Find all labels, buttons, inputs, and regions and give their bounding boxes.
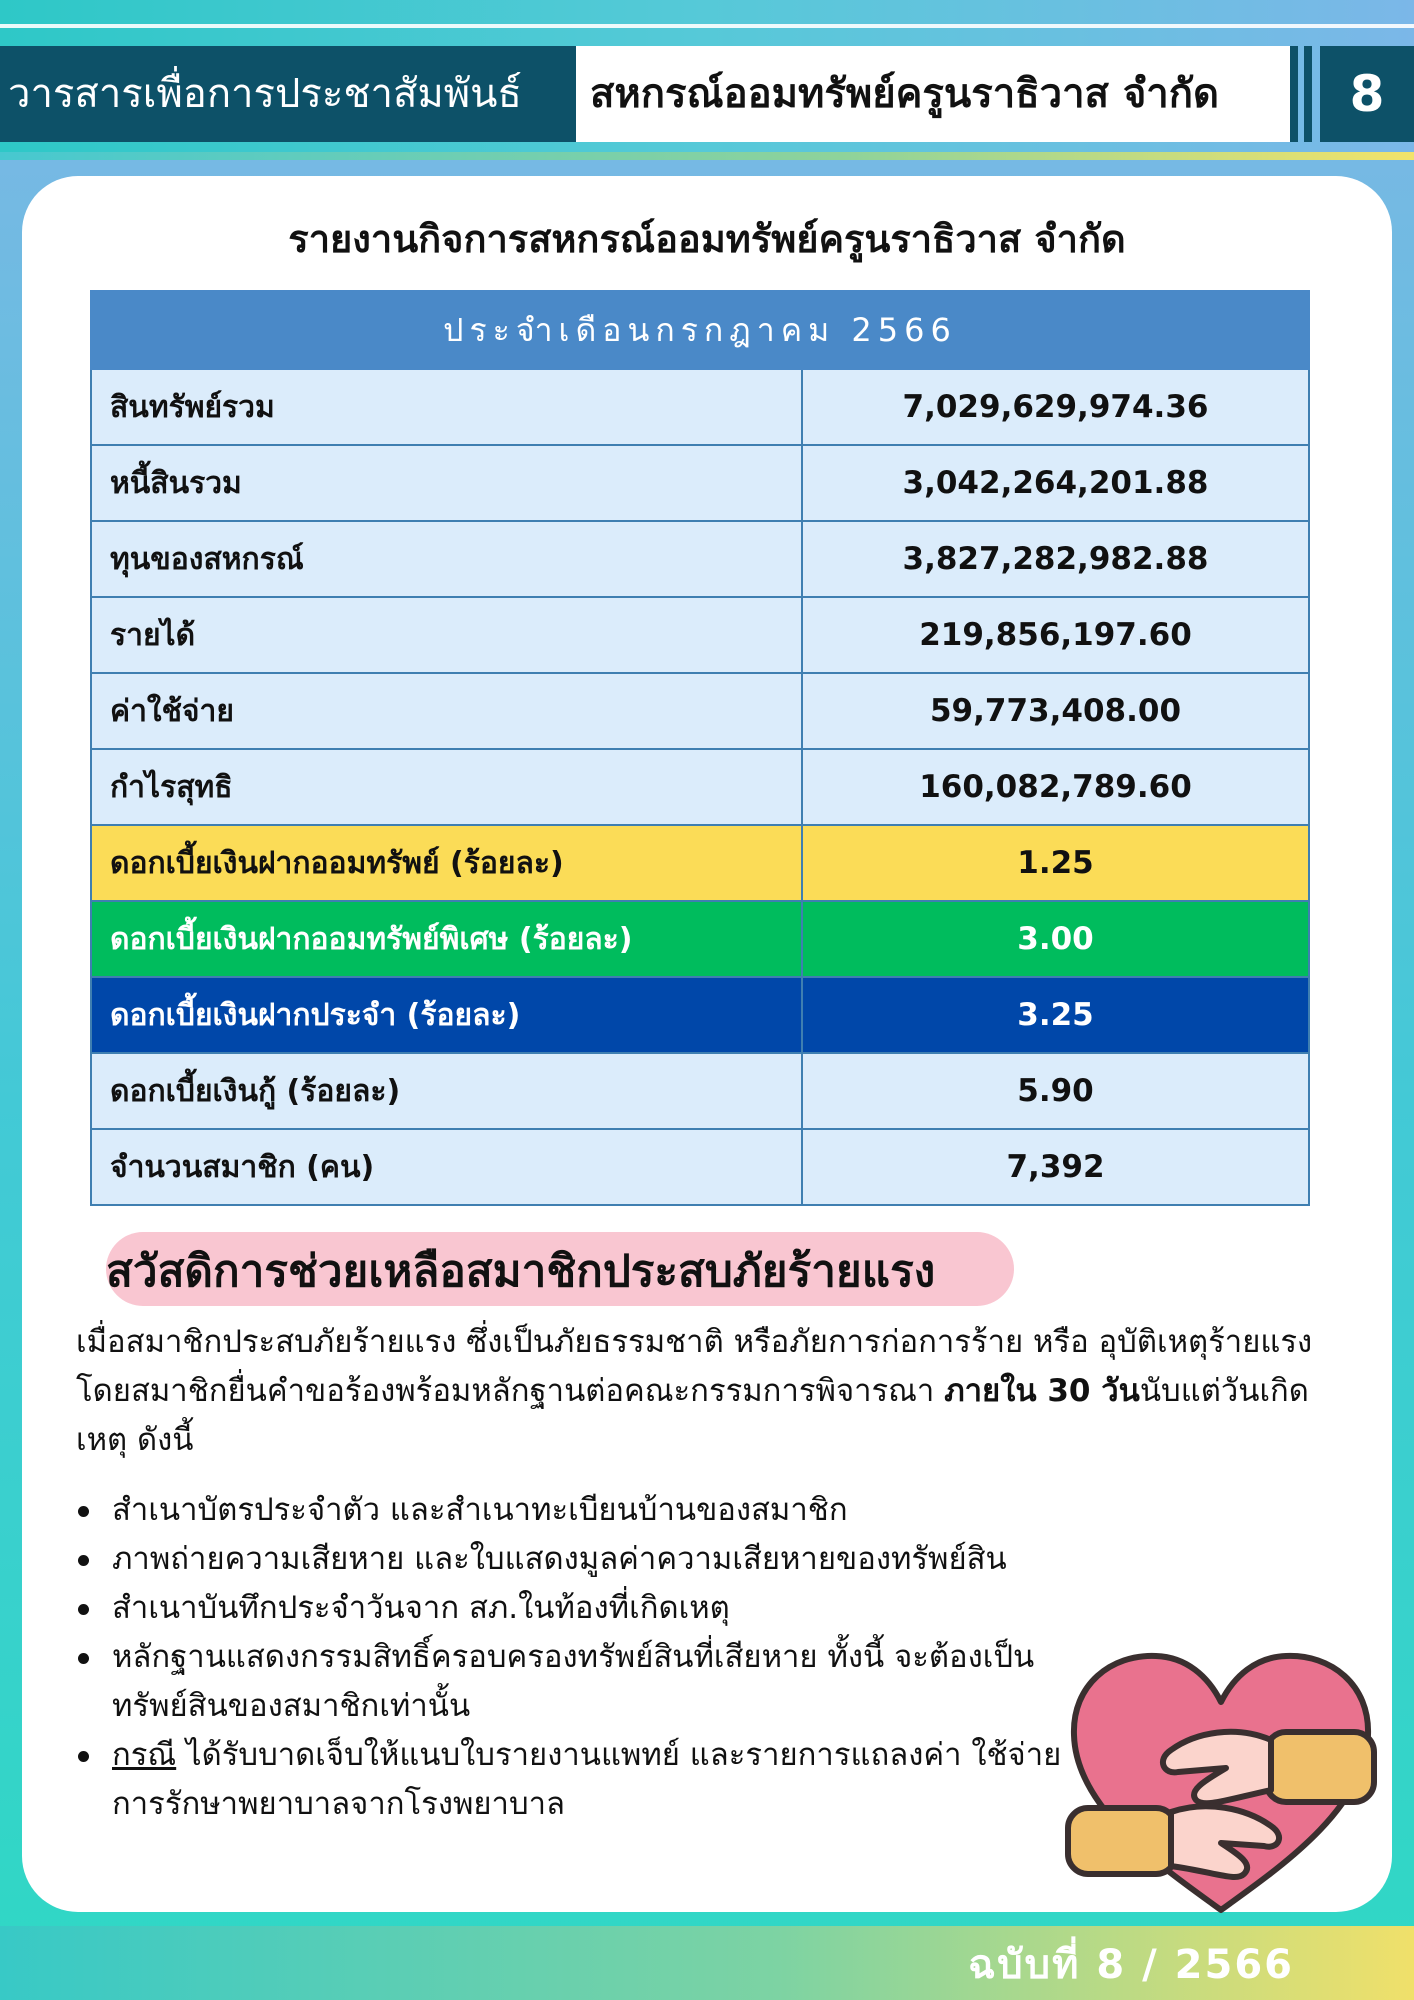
intro-text: เมื่อสมาชิกประสบภัยร้ายแรง ซึ่งเป็นภัยธรรมชาติ หรือภัยการก่อการร้าย หรือ อุบัติเหตุร้ายแรง โดยสมาชิกยื่นคำขอร้องพร้อมหลักฐานต่อคณะกรรมการพิจารณา — [76, 1324, 1313, 1409]
row-label: จำนวนสมาชิก (คน) — [91, 1129, 802, 1205]
row-value: 3.00 — [802, 901, 1309, 977]
row-label: ค่าใช้จ่าย — [91, 673, 802, 749]
list-item: หลักฐานแสดงกรรมสิทธิ์ครอบครองทรัพย์สินที่เสียหาย ทั้งนี้ จะต้องเป็นทรัพย์สินของสมาชิกเท่านั้น — [76, 1633, 1076, 1731]
report-period-header: ประจำเดือนกรกฎาคม 2566 — [91, 291, 1309, 369]
header-divider-bar — [1290, 46, 1298, 142]
row-value: 160,082,789.60 — [802, 749, 1309, 825]
journal-label: วารสารเพื่อการประชาสัมพันธ์ — [0, 46, 576, 142]
row-label: รายได้ — [91, 597, 802, 673]
table-row — [91, 521, 1309, 597]
table-row — [91, 445, 1309, 521]
table-row — [91, 369, 1309, 445]
intro-text-end: นับแต่วันเกิดเหตุ ดังนี้ — [76, 1373, 1309, 1458]
list-item: ภาพถ่ายความเสียหาย และใบแสดงมูลค่าความเสียหายของทรัพย์สิน — [76, 1535, 1076, 1584]
row-value: 3,827,282,982.88 — [802, 521, 1309, 597]
row-value: 7,392 — [802, 1129, 1309, 1205]
case-label: กรณี — [112, 1737, 177, 1773]
row-label: ดอกเบี้ยเงินกู้ (ร้อยละ) — [91, 1053, 802, 1129]
table-row — [91, 825, 1309, 901]
table-row — [91, 977, 1309, 1053]
row-label: สินทรัพย์รวม — [91, 369, 802, 445]
table-row — [91, 1129, 1309, 1205]
list-item — [76, 1731, 1076, 1829]
coop-name: สหกรณ์ออมทรัพย์ครูนราธิวาส จำกัด — [576, 46, 1290, 142]
row-label: ดอกเบี้ยเงินฝากออมทรัพย์ (ร้อยละ) — [91, 825, 802, 901]
list-item: สำเนาบัตรประจำตัว และสำเนาทะเบียนบ้านของสมาชิก — [76, 1486, 1076, 1535]
table-row — [91, 1053, 1309, 1129]
table-row — [91, 597, 1309, 673]
report-table — [90, 290, 1310, 1206]
row-value: 219,856,197.60 — [802, 597, 1309, 673]
required-documents-list — [76, 1486, 1076, 1829]
row-value: 1.25 — [802, 825, 1309, 901]
header-gradient-line — [0, 152, 1414, 160]
header-divider-bar — [1304, 46, 1312, 142]
welfare-intro-paragraph — [76, 1318, 1316, 1465]
row-value: 7,029,629,974.36 — [802, 369, 1309, 445]
issue-number: ฉบับที่ 8 / 2566 — [968, 1942, 1294, 1988]
top-divider-line — [0, 24, 1414, 28]
row-label: กำไรสุทธิ — [91, 749, 802, 825]
table-row — [91, 749, 1309, 825]
row-label: ทุนของสหกรณ์ — [91, 521, 802, 597]
row-label: หนี้สินรวม — [91, 445, 802, 521]
list-item: สำเนาบันทึกประจำวันจาก สภ.ในท้องที่เกิดเหตุ — [76, 1584, 1076, 1633]
case-text: ได้รับบาดเจ็บให้แนบใบรายงานแพทย์ และรายการแถลงค่า ใช้จ่ายการรักษาพยาบาลจากโรงพยาบาล — [112, 1737, 1062, 1822]
table-row — [91, 901, 1309, 977]
intro-deadline: ภายใน 30 วัน — [944, 1373, 1140, 1409]
heart-hug-icon — [1056, 1640, 1386, 1920]
row-label: ดอกเบี้ยเงินฝากออมทรัพย์พิเศษ (ร้อยละ) — [91, 901, 802, 977]
row-label: ดอกเบี้ยเงินฝากประจำ (ร้อยละ) — [91, 977, 802, 1053]
row-value: 59,773,408.00 — [802, 673, 1309, 749]
report-title: รายงานกิจการสหกรณ์ออมทรัพย์ครูนราธิวาส จำกัด — [288, 217, 1126, 261]
row-value: 3,042,264,201.88 — [802, 445, 1309, 521]
table-row — [91, 673, 1309, 749]
welfare-title: สวัสดิการช่วยเหลือสมาชิกประสบภัยร้ายแรง — [106, 1246, 936, 1297]
row-value: 3.25 — [802, 977, 1309, 1053]
page-number: 8 — [1320, 46, 1414, 142]
row-value: 5.90 — [802, 1053, 1309, 1129]
